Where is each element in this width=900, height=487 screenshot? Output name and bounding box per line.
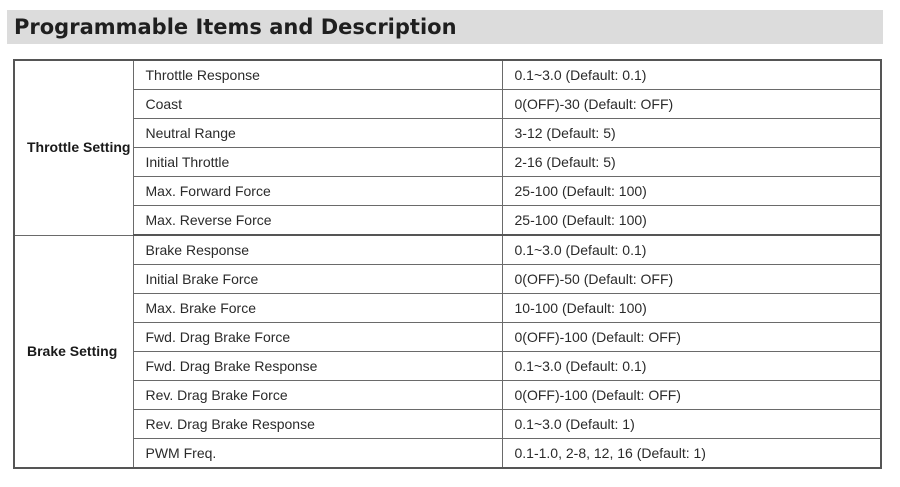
programmable-items-table	[13, 59, 882, 469]
table-row	[14, 177, 881, 206]
item-description: 2-16 (Default: 5)	[502, 148, 881, 177]
table-row	[14, 119, 881, 148]
table-row	[14, 148, 881, 177]
table-row	[14, 381, 881, 410]
item-description: 25-100 (Default: 100)	[502, 206, 881, 236]
item-description: 0(OFF)-100 (Default: OFF)	[502, 323, 881, 352]
group-label-brake: Brake Setting	[14, 235, 133, 468]
group-label-throttle: Throttle Setting	[14, 60, 133, 235]
table-row	[14, 265, 881, 294]
item-description: 0(OFF)-30 (Default: OFF)	[502, 90, 881, 119]
item-description: 0.1-1.0, 2-8, 12, 16 (Default: 1)	[502, 439, 881, 469]
table-row	[14, 294, 881, 323]
item-name: Max. Reverse Force	[133, 206, 502, 236]
table-row	[14, 60, 881, 90]
item-description: 0(OFF)-100 (Default: OFF)	[502, 381, 881, 410]
table-row	[14, 352, 881, 381]
item-name: PWM Freq.	[133, 439, 502, 469]
table-row	[14, 206, 881, 236]
item-name: Fwd. Drag Brake Force	[133, 323, 502, 352]
item-name: Fwd. Drag Brake Response	[133, 352, 502, 381]
item-name: Brake Response	[133, 235, 502, 265]
item-name: Initial Brake Force	[133, 265, 502, 294]
item-description: 0(OFF)-50 (Default: OFF)	[502, 265, 881, 294]
page-title: Programmable Items and Description	[14, 15, 457, 39]
item-name: Rev. Drag Brake Force	[133, 381, 502, 410]
table-row	[14, 90, 881, 119]
item-name: Initial Throttle	[133, 148, 502, 177]
item-description: 0.1~3.0 (Default: 0.1)	[502, 60, 881, 90]
item-description: 0.1~3.0 (Default: 0.1)	[502, 235, 881, 265]
item-name: Throttle Response	[133, 60, 502, 90]
item-name: Neutral Range	[133, 119, 502, 148]
table-row	[14, 410, 881, 439]
item-name: Coast	[133, 90, 502, 119]
section-header	[7, 10, 883, 44]
item-name: Max. Forward Force	[133, 177, 502, 206]
item-name: Rev. Drag Brake Response	[133, 410, 502, 439]
table-row	[14, 323, 881, 352]
item-name: Max. Brake Force	[133, 294, 502, 323]
item-description: 10-100 (Default: 100)	[502, 294, 881, 323]
table-row	[14, 439, 881, 469]
item-description: 0.1~3.0 (Default: 0.1)	[502, 352, 881, 381]
item-description: 25-100 (Default: 100)	[502, 177, 881, 206]
item-description: 0.1~3.0 (Default: 1)	[502, 410, 881, 439]
item-description: 3-12 (Default: 5)	[502, 119, 881, 148]
table-row	[14, 235, 881, 265]
